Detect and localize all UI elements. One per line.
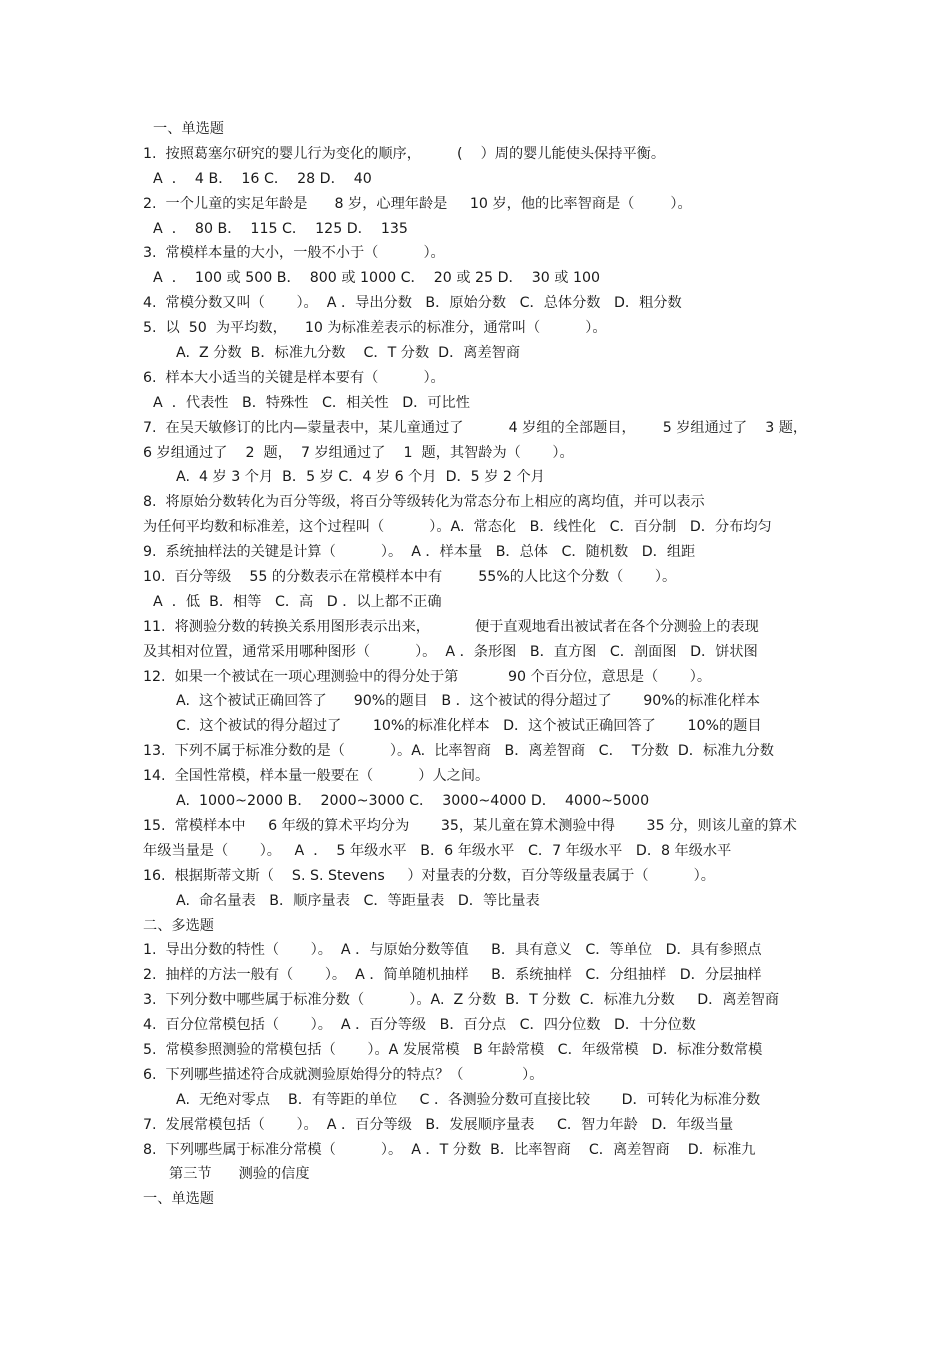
text-line: 一、单选题 xyxy=(143,1191,214,1208)
text-line: 3. 常模样本量的大小，一般不小于（ ）。 xyxy=(143,245,445,262)
text-line: 二、多选题 xyxy=(143,917,214,934)
text-line: 15. 常模样本中 6 年级的算术平均分为 35，某儿童在算术测验中得 35 分，则该儿童的算术 xyxy=(143,817,797,834)
text-line: A. 命名量表 B．顺序量表 C．等距量表 D．等比量表 xyxy=(176,892,540,909)
text-line: 5. 常模参照测验的常模包括（ ）。A 发展常模 B 年龄常模 C．年级常模 D．标准分数常模 xyxy=(143,1041,763,1058)
text-line: 6. 下列哪些描述符合成就测验原始得分的特点？（ ）。 xyxy=(143,1066,544,1083)
text-line: 年级当量是（ ）。 A ． 5 年级水平 B．6 年级水平 C．7 年级水平 D．8 年级水平 xyxy=(143,842,732,859)
text-line: 4. 常模分数又叫（ ）。 A ．导出分数 B．原始分数 C．总体分数 D．粗分数 xyxy=(143,295,682,312)
text-line: 13. 下列不属于标准分数的是（ ）。A. 比率智商 B．离差智商 C． T分数 D．标准九分数 xyxy=(143,743,774,760)
text-line: 为任何平均数和标准差，这个过程叫（ ）。A. 常态化 B．线性化 C．百分制 D．分布均匀 xyxy=(143,519,772,536)
text-line: A ．低 B．相等 C．高 D ．以上都不正确 xyxy=(153,593,442,610)
text-line: A. 无绝对零点 B．有等距的单位 C ．各测验分数可直接比较 D．可转化为标准分数 xyxy=(176,1091,761,1108)
document-body xyxy=(143,117,823,1212)
text-line: 12. 如果一个被试在一项心理测验中的得分处于第 90 个百分位，意思是（ ）。 xyxy=(143,668,712,685)
text-line: 9. 系统抽样法的关键是计算（ ）。 A ．样本量 B．总体 C．随机数 D．组距 xyxy=(143,544,696,561)
text-line: 16. 根据斯蒂文斯（ S. S. Stevens ）对量表的分数，百分等级量表属于（ ）。 xyxy=(143,867,715,884)
text-line: 及其相对位置，通常采用哪种图形（ ）。 A ．条形图 B．直方图 C．剖面图 D．饼状图 xyxy=(143,643,758,660)
text-line: 11. 将测验分数的转换关系用图形表示出来， 便于直观地看出被试者在各个分测验上的表现 xyxy=(143,618,759,635)
text-line: A. 4 岁 3 个月 B．5 岁 C．4 岁 6 个月 D．5 岁 2 个月 xyxy=(176,469,545,486)
text-line: 1. 按照葛塞尔研究的婴儿行为变化的顺序， ( ）周的婴儿能使头保持平衡。 xyxy=(143,145,666,162)
text-line: A. 这个被试正确回答了 90%的题目 B ．这个被试的得分超过了 90%的标准化样本 xyxy=(176,693,760,710)
text-line: 7. 在吴天敏修订的比内—蒙量表中，某儿童通过了 4 岁组的全部题目， 5 岁组通过了 3 题， xyxy=(143,419,808,436)
text-line: 2. 一个儿童的实足年龄是 8 岁，心理年龄是 10 岁，他的比率智商是（ ）。 xyxy=(143,195,692,212)
text-line: 5. 以 50 为平均数， 10 为标准差表示的标准分，通常叫（ ）。 xyxy=(143,320,607,337)
text-line: 14. 全国性常模，样本量一般要在（ ）人之间。 xyxy=(143,768,490,785)
text-line: 第三节 测验的信度 xyxy=(169,1166,310,1183)
text-line: 4. 百分位常模包括（ ）。 A ．百分等级 B．百分点 C．四分位数 D．十分位数 xyxy=(143,1017,696,1034)
text-line: 6 岁组通过了 2 题， 7 岁组通过了 1 题，其智龄为（ ）。 xyxy=(143,444,574,461)
text-line: 3. 下列分数中哪些属于标准分数（ ）。A. Z 分数 B．T 分数 C．标准九分数 D．离差智商 xyxy=(143,992,780,1009)
text-line: C. 这个被试的得分超过了 10%的标准化样本 D．这个被试正确回答了 10%的题目 xyxy=(176,718,762,735)
text-line: A ．代表性 B．特殊性 C．相关性 D．可比性 xyxy=(153,394,470,411)
text-line: 6. 样本大小适当的关键是样本要有（ ）。 xyxy=(143,369,445,386)
text-line: 7. 发展常模包括（ ）。 A ．百分等级 B．发展顺序量表 C．智力年龄 D．年级当量 xyxy=(143,1116,734,1133)
text-line: 10. 百分等级 55 的分数表示在常模样本中有 55%的人比这个分数（ ）。 xyxy=(143,569,677,586)
text-line: A ． 80 B． 115 C． 125 D． 135 xyxy=(153,220,408,237)
text-line: 8. 下列哪些属于标准分常模（ ）。 A ．T 分数 B．比率智商 C．离差智商 D．标准九 xyxy=(143,1141,756,1158)
text-line: A. Z 分数 B．标准九分数 C．T 分数 D．离差智商 xyxy=(176,345,521,362)
text-line: 8. 将原始分数转化为百分等级，将百分等级转化为常态分布上相应的离均值，并可以表示 xyxy=(143,494,705,511)
text-line: 2. 抽样的方法一般有（ ）。 A ．简单随机抽样 B．系统抽样 C．分组抽样 D．分层抽样 xyxy=(143,967,762,984)
text-line: 一、单选题 xyxy=(153,121,224,137)
text-line: A ． 4 B． 16 C． 28 D． 40 xyxy=(153,170,372,187)
text-line: A. 1000~2000 B． 2000~3000 C． 3000~4000 D． 4000~5000 xyxy=(176,793,650,810)
text-line: A ． 100 或 500 B． 800 或 1000 C． 20 或 25 D． 30 或 100 xyxy=(153,270,601,287)
text-line: 1. 导出分数的特性（ ）。 A ．与原始分数等值 B．具有意义 C．等单位 D．具有参照点 xyxy=(143,942,762,959)
